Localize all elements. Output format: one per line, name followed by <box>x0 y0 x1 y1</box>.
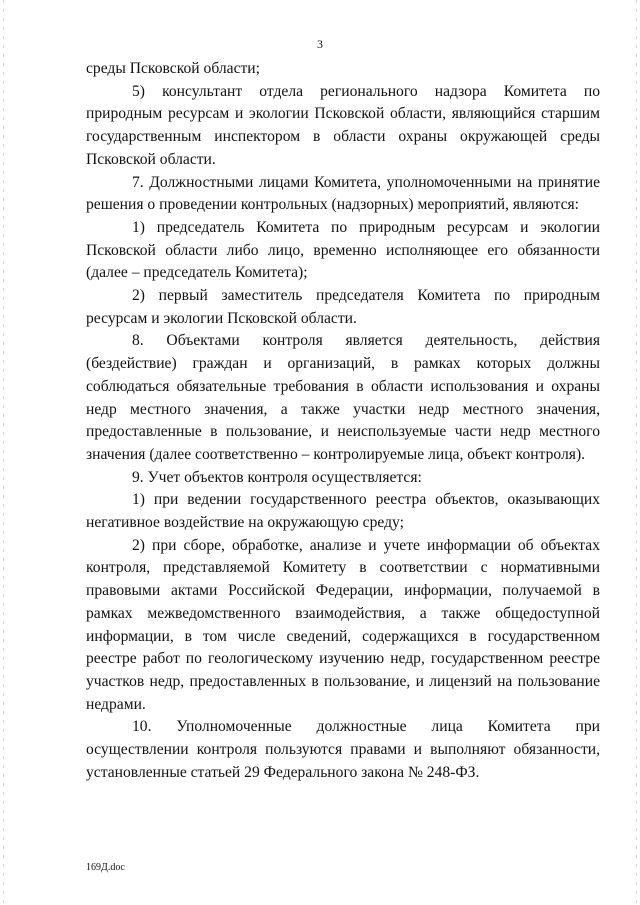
scan-edge-right <box>636 0 637 905</box>
paragraph: 10. Уполномоченные должностные лица Комитета при осуществлении контроля пользуются правами и выполняют обязанности, установленные статьей 29 Федерального закона № 248-ФЗ. <box>86 718 600 781</box>
paragraph: 7. Должностными лицами Комитета, уполномоченными на принятие решения о проведении контрольных (надзорных) мероприятий, являются: <box>86 173 600 214</box>
paragraph: 1) при ведении государственного реестра объектов, оказывающих негативное воздействие на окружающую среду; <box>86 491 600 532</box>
paragraph: 2) при сборе, обработке, анализе и учете информации об объектах контроля, представляемой Комитету в соответствии с нормативными правовыми актами Российской Федерации, информации, получаемой в рамках межведомственного взаимодействия, а также общедоступной информации, в том числе сведений, содержащихся в государственном реестре работ по геологическому изучению недр, государственном реестре участков недр, предоставленных в пользование, и лицензий на пользование недрами. <box>86 536 600 713</box>
paragraph: 9. Учет объектов контроля осуществляется: <box>132 468 422 486</box>
document-body <box>86 58 600 785</box>
footer-filename: 169Д.doc <box>86 862 125 873</box>
paragraph: 8. Объектами контроля является деятельность, действия (бездействие) граждан и организаций, в рамках которых должны соблюдаться обязательные требования в области использования и охраны недр местного значения, а также участки недр местного значения, предоставленные в пользование, и неиспользуемые части недр местного значения (далее соответственно – контролируемые лица, объект контроля). <box>86 332 600 463</box>
paragraph: 2) первый заместитель председателя Комитета по природным ресурсам и экологии Псковской области. <box>86 287 600 327</box>
page-number: 3 <box>317 37 323 51</box>
paragraph: среды Псковской области; <box>86 60 260 77</box>
paragraph: 5) консультант отдела регионального надзора Комитета по природным ресурсам и экологии Псковской области, являющийся старшим государственным инспектором в области охраны окружающей среды Псковской области. <box>86 82 600 168</box>
paragraph: 1) председатель Комитета по природным ресурсам и экологии Псковской области либо лицо, временно исполняющее его обязанности (далее – председатель Комитета); <box>86 218 600 282</box>
scan-edge-left <box>3 0 4 905</box>
